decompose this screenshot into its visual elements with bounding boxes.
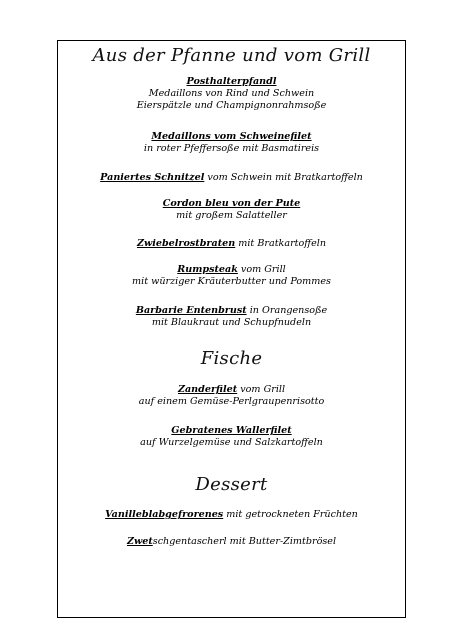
dish-name: Cordon bleu von der Pute xyxy=(162,198,301,209)
dish-name: Zanderfilet xyxy=(177,384,238,395)
dish-desc: vom Schwein mit Bratkartoffeln xyxy=(204,172,363,183)
dish-desc: Eierspätzle und Champignonrahmsoße xyxy=(136,100,327,111)
section-heading-grill: Aus der Pfanne und vom Grill xyxy=(92,45,371,66)
dish-name: Rumpsteak xyxy=(177,264,238,275)
dish-zwiebelrostbraten xyxy=(57,238,406,250)
dish-name: Medaillons vom Schweinefilet xyxy=(151,131,312,142)
dish-desc: mit getrockneten Früchten xyxy=(223,509,358,520)
dish-name: Zwiebelrostbraten xyxy=(136,238,236,249)
dish-vanilleblabgefrorenes xyxy=(57,509,406,521)
dish-paniertes-schnitzel xyxy=(57,172,406,184)
dish-desc: mit großem Salatteller xyxy=(176,210,287,221)
dish-desc: auf einem Gemüse-Perlgraupenrisotto xyxy=(138,396,325,407)
dish-desc: vom Grill xyxy=(237,384,286,395)
dish-name: Posthalterpfandl xyxy=(186,76,277,87)
dish-medaillons-schweinefilet xyxy=(57,131,406,155)
dish-desc: in Orangensoße xyxy=(246,305,328,316)
dish-desc: in roter Pfeffersoße mit Basmatireis xyxy=(143,143,320,154)
dish-name: Vanilleblabgefrorenes xyxy=(105,509,224,520)
dish-name: Gebratenes Wallerfilet xyxy=(171,425,292,436)
dish-wallerfilet xyxy=(57,425,406,449)
dish-name: Paniertes Schnitzel xyxy=(100,172,205,183)
section-heading-fische: Fische xyxy=(200,348,263,369)
dish-zwetschgentascherl xyxy=(57,536,406,548)
dish-cordon-bleu xyxy=(57,198,406,222)
dish-desc: schgentascherl mit Butter-Zimtbrösel xyxy=(152,536,337,547)
dish-desc: Medaillons von Rind und Schwein xyxy=(148,88,315,99)
section-heading-dessert: Dessert xyxy=(195,474,268,495)
dish-rumpsteak xyxy=(57,264,406,288)
menu-frame xyxy=(57,40,406,618)
dish-desc: mit würziger Kräuterbutter und Pommes xyxy=(132,276,331,287)
dish-name: Barbarie Entenbrust xyxy=(135,305,247,316)
dish-desc: mit Bratkartoffeln xyxy=(235,238,327,249)
dish-name: Zwet xyxy=(126,536,153,547)
dish-posthalterpfandl xyxy=(57,76,406,112)
dish-desc: vom Grill xyxy=(237,264,286,275)
dish-barbarie-entenbrust xyxy=(57,305,406,329)
dish-desc: auf Wurzelgemüse und Salzkartoffeln xyxy=(140,437,323,448)
dish-zanderfilet xyxy=(57,384,406,408)
dish-desc: mit Blaukraut und Schupfnudeln xyxy=(151,317,312,328)
